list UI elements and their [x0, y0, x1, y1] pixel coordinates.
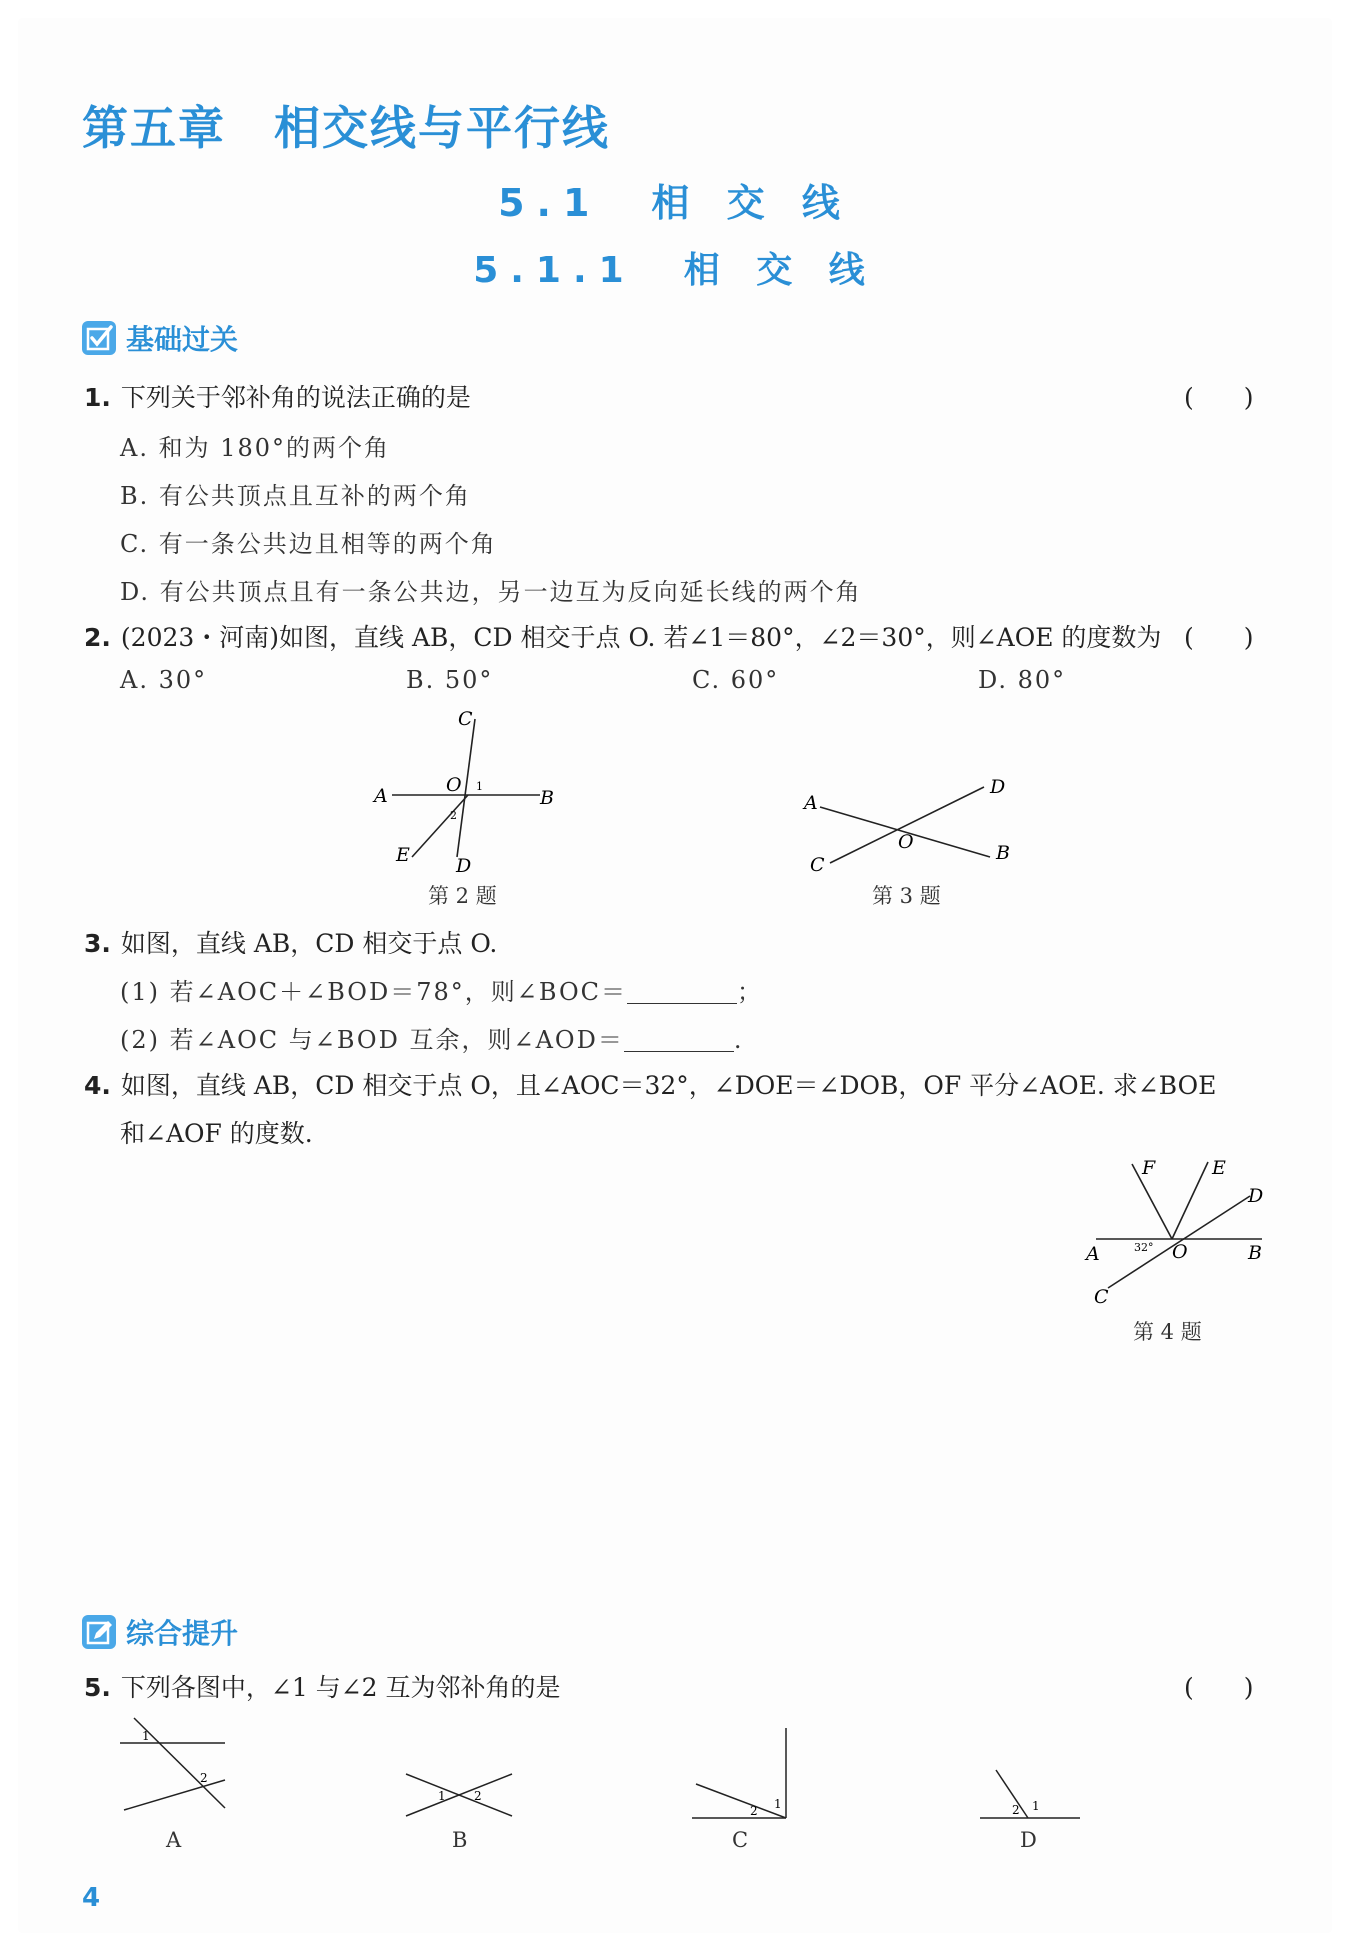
figure-4-diagram [1080, 1150, 1280, 1310]
chapter-title [82, 92, 610, 158]
label-e: E [1212, 1157, 1226, 1179]
question-4-stem-cont: 和∠AOF 的度数. [120, 1119, 313, 1148]
label-b: B [1248, 1242, 1262, 1264]
module-advanced-label: 综合提升 [126, 1617, 239, 1650]
question-text: (2023・河南)如图，直线 AB，CD 相交于点 O. 若∠1＝80°，∠2＝30°，则∠AOE 的度数为 [120, 623, 1162, 652]
option-a: A. 30° [120, 666, 208, 694]
question-3-stem [84, 924, 497, 960]
option-b: B. 50° [406, 666, 494, 694]
option-a: A. 和为 180°的两个角 [120, 434, 391, 462]
option-b: B. 有公共顶点且互补的两个角 [120, 482, 471, 510]
label-b: B [540, 787, 554, 809]
label-a: A [1086, 1243, 1100, 1265]
angle-2-label: 2 [750, 1804, 758, 1818]
label-o: O [1172, 1241, 1188, 1263]
figure-2-diagram [360, 705, 580, 875]
figure-4-caption: 第 4 题 [1133, 1320, 1202, 1344]
answer-bracket: ( ) [1184, 623, 1254, 652]
section-title: 5.1 相 交 线 [498, 181, 852, 225]
line [696, 1784, 786, 1818]
question-4-stem [84, 1066, 1216, 1102]
question-3-part-1 [120, 972, 763, 1007]
module-basic-label: 基础过关 [126, 323, 239, 356]
question-number: 2. [84, 623, 111, 652]
option-c: C. 60° [692, 666, 780, 694]
subsection-title: 5.1.1 相 交 线 [473, 250, 877, 291]
label-c: C [458, 708, 473, 730]
answer-blank[interactable] [627, 981, 737, 1004]
question-1-stem [84, 378, 471, 414]
checkbox-icon [82, 321, 116, 355]
question-text: 下列各图中，∠1 与∠2 互为邻补角的是 [120, 1673, 561, 1702]
part-text: (2) 若∠AOC 与∠BOD 互余，则∠AOD＝ [120, 1026, 624, 1054]
label-b: B [996, 842, 1010, 864]
label-o: O [446, 774, 462, 796]
question-2-stem [84, 618, 1161, 654]
label-c: C [1094, 1286, 1109, 1308]
angle-1-label: 1 [774, 1797, 782, 1811]
label-a: A [374, 785, 388, 807]
angle-2-label: 2 [1012, 1803, 1020, 1817]
angle-2-label: 2 [450, 809, 457, 822]
part-end: . [733, 1026, 744, 1054]
answer-blank[interactable] [624, 1029, 734, 1052]
figure-2-caption: 第 2 题 [428, 884, 497, 908]
ray-oe [412, 795, 468, 857]
option-c-caption: C [732, 1828, 749, 1852]
answer-bracket: ( ) [1184, 383, 1254, 412]
module-advanced-heading [82, 1612, 238, 1652]
label-a: A [804, 792, 818, 814]
angle-1-label: 1 [142, 1729, 150, 1743]
question-text: 如图，直线 AB，CD 相交于点 O. [120, 929, 498, 958]
angle-1-label: 1 [438, 1789, 446, 1803]
option-c-figure [686, 1722, 796, 1822]
question-number: 1. [84, 383, 111, 412]
label-o: O [898, 831, 914, 853]
question-number: 5. [84, 1673, 111, 1702]
angle-1-label: 1 [476, 780, 483, 793]
question-number: 3. [84, 929, 111, 958]
question-text: 下列关于邻补角的说法正确的是 [120, 383, 471, 412]
option-d-caption: D [1020, 1828, 1037, 1852]
option-d: D. 有公共顶点且有一条公共边，另一边互为反向延长线的两个角 [120, 578, 862, 606]
label-d: D [990, 776, 1006, 798]
option-a-caption: A [166, 1828, 182, 1852]
option-b-figure [400, 1760, 520, 1830]
part-text: (1) 若∠AOC＋∠BOD＝78°，则∠BOC＝ [120, 978, 627, 1006]
chapter-name: 相交线与平行线 [274, 101, 610, 155]
option-b-caption: B [452, 1828, 468, 1852]
angle-2-label: 2 [200, 1771, 208, 1785]
angle-1-label: 1 [1032, 1799, 1040, 1813]
line [124, 1780, 225, 1810]
chapter-label: 第五章 [82, 101, 226, 155]
module-basic-heading [82, 318, 238, 358]
label-e: E [396, 844, 410, 866]
option-c: C. 有一条公共边且相等的两个角 [120, 530, 497, 558]
option-d-figure [976, 1762, 1086, 1822]
figure-3-caption: 第 3 题 [872, 884, 941, 908]
answer-bracket: ( ) [1184, 1673, 1254, 1702]
label-f: F [1142, 1157, 1156, 1179]
question-number: 4. [84, 1071, 111, 1100]
angle-2-label: 2 [474, 1789, 482, 1803]
page-number: 4 [82, 1883, 101, 1913]
question-text: 如图，直线 AB，CD 相交于点 O，且∠AOC＝32°，∠DOE＝∠DOB，OF 平分∠AOE. 求∠BOE [120, 1071, 1217, 1100]
option-d: D. 80° [978, 666, 1067, 694]
part-end: ； [736, 978, 763, 1006]
pencil-icon [82, 1615, 116, 1649]
question-3-part-2 [120, 1020, 743, 1055]
label-d: D [1248, 1185, 1264, 1207]
option-a-figure [110, 1710, 240, 1820]
question-5-stem [84, 1668, 561, 1704]
label-d: D [456, 855, 472, 875]
figure-3-diagram [790, 765, 1030, 875]
angle-label: 32° [1134, 1241, 1154, 1254]
label-c: C [810, 854, 825, 875]
